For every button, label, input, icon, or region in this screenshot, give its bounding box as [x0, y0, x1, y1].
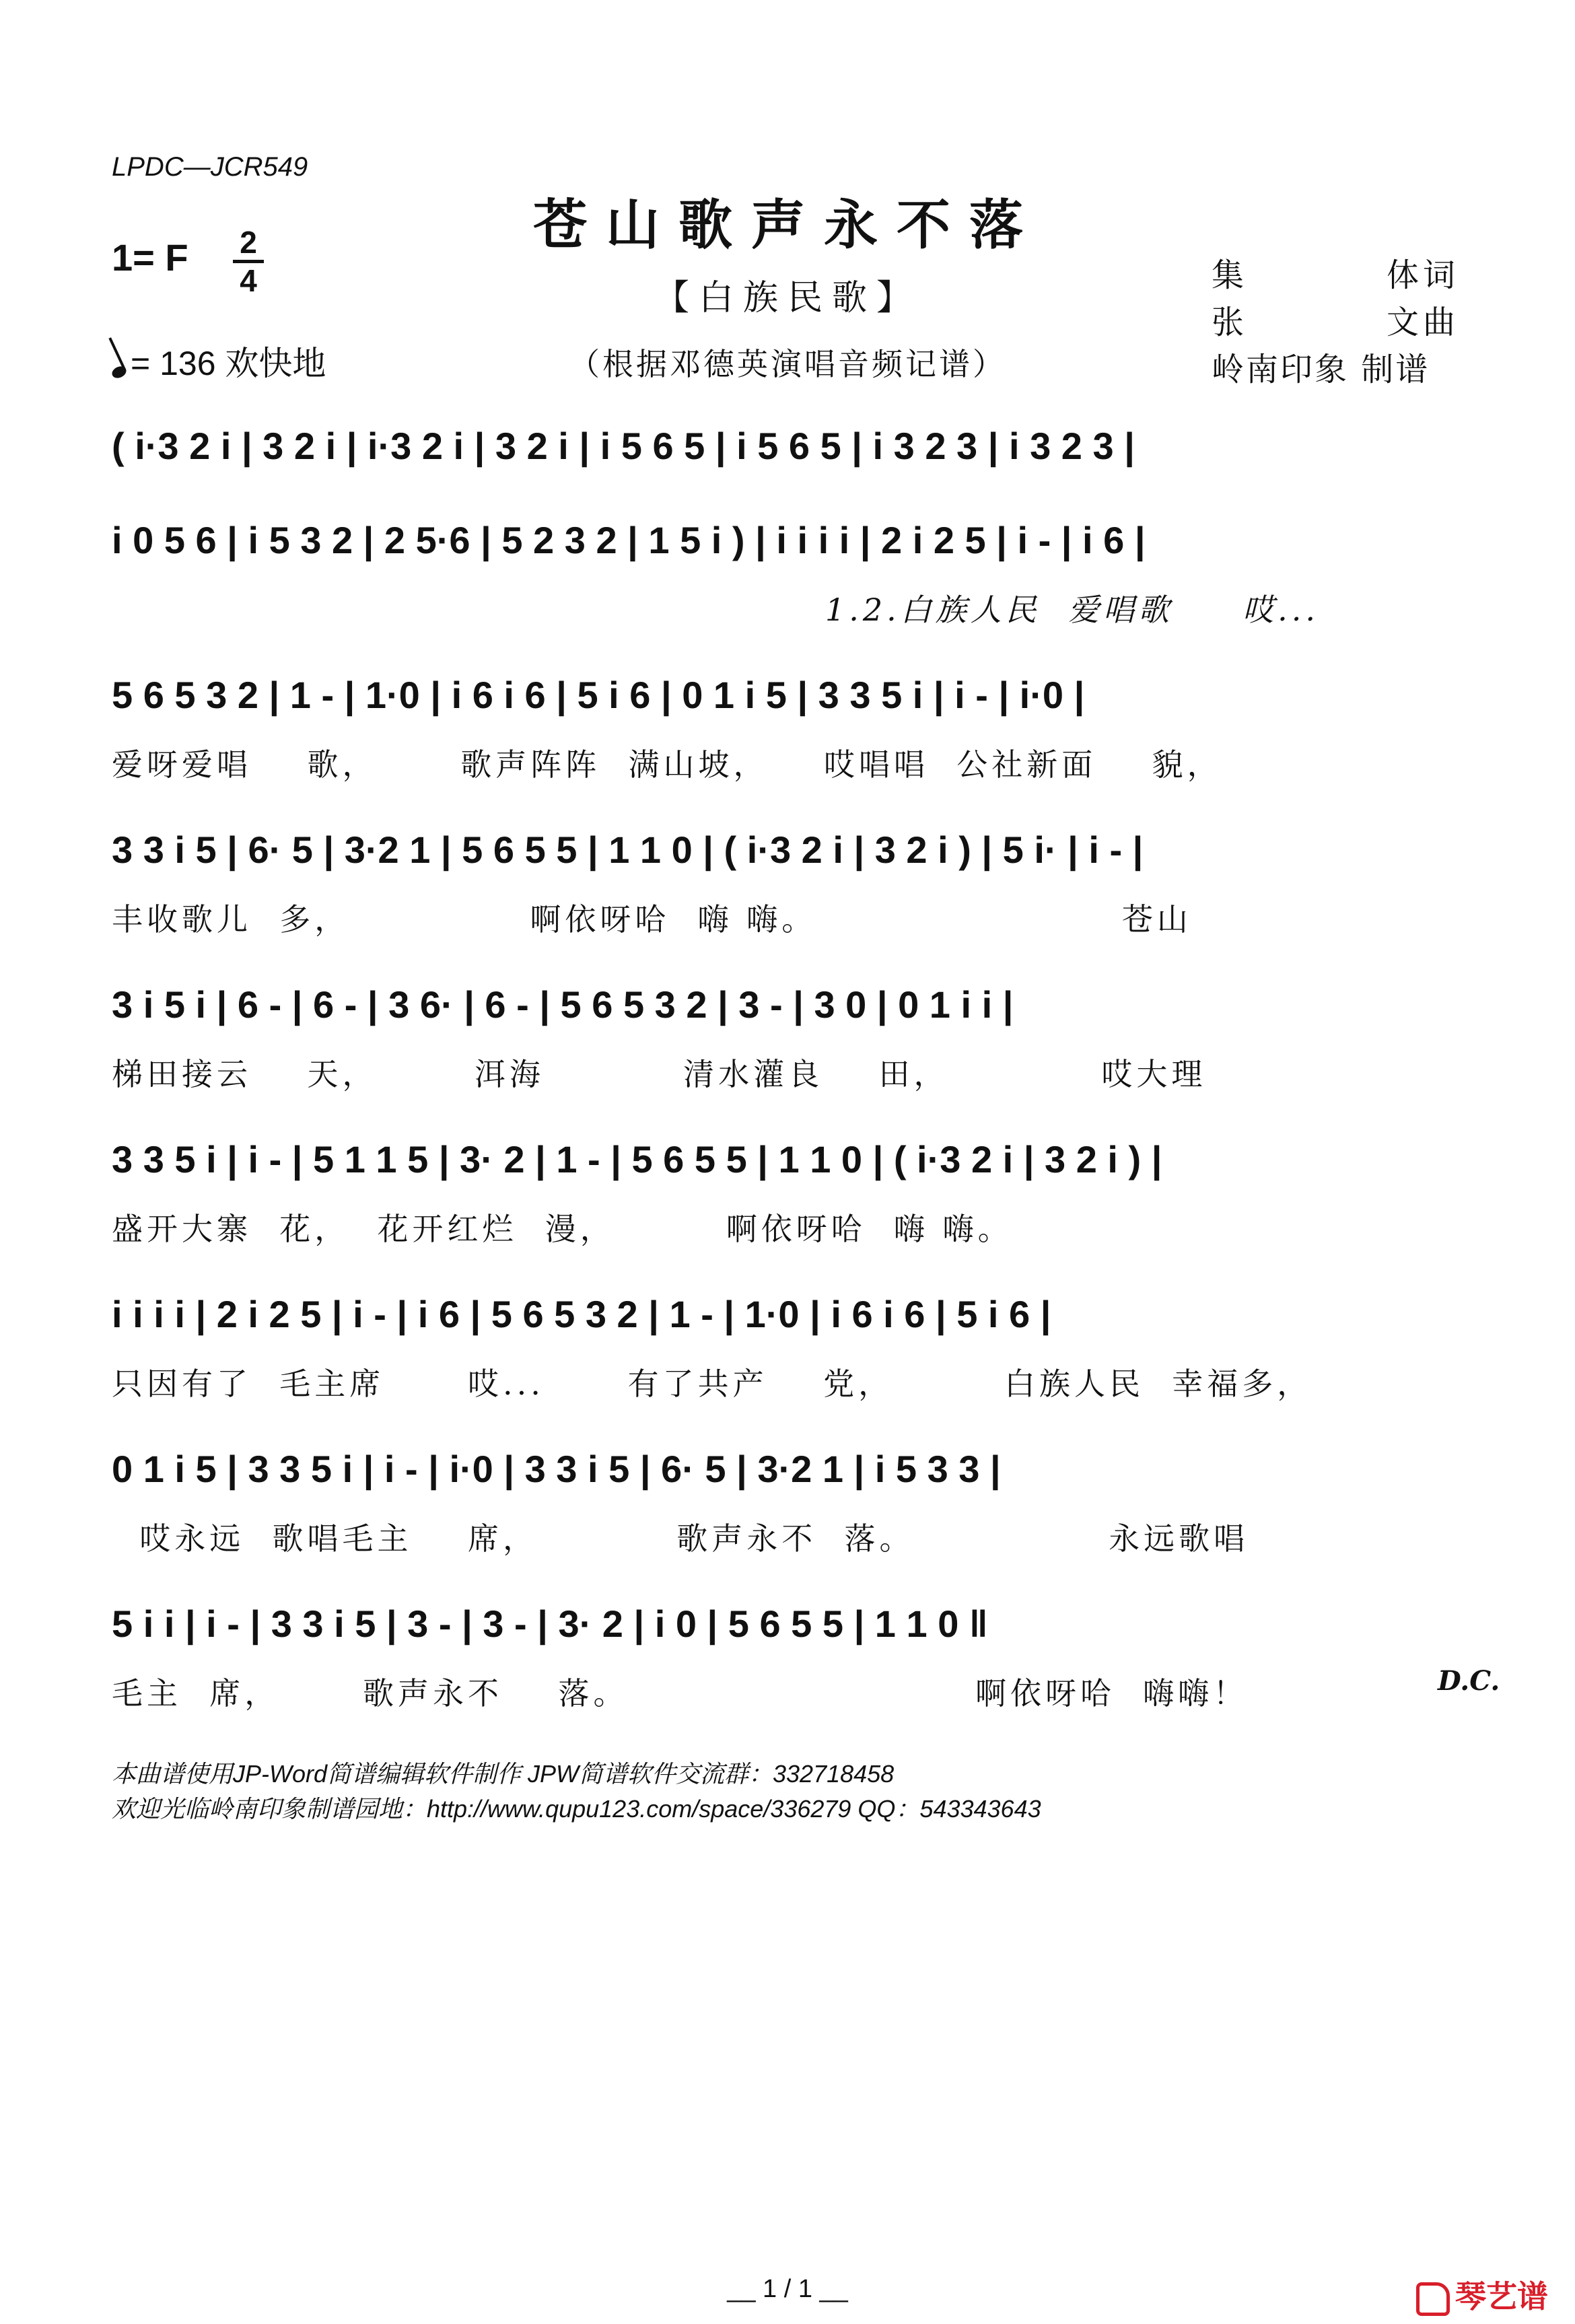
page-number: __ 1 / 1 __ [727, 2275, 848, 2303]
score-system-9 [112, 1602, 1500, 1712]
lyric-line: 1.2.白族人民 爱唱歌 哎... [825, 592, 1319, 628]
lyric-line: 毛主 席， 歌声永不 落。 啊依呀哈 嗨嗨！ [112, 1675, 1249, 1712]
notation-line: ( i·3 2 i | 3 2 i | i·3 2 i | 3 2 i | i 5 6 5 | i 5 6 5 | i 3 2 3 | i 3 2 3 | [112, 425, 1135, 467]
score-code: LPDC—JCR549 [112, 152, 308, 182]
notation-line: i i i i | 2 i 2 5 | i - | i 6 | 5 6 5 3 2 | 1 - | 1·0 | i 6 i 6 | 5 i 6 | [112, 1293, 1051, 1335]
logo-icon [1416, 2282, 1450, 2316]
time-signature [233, 226, 264, 297]
lyric-line: 梯田接云 天， 洱海 清水灌良 田， 哎大理 [112, 1056, 1207, 1092]
score-system-5 [112, 983, 1471, 1092]
credit-composer: 张 文曲 [1212, 304, 1460, 341]
footer-software-note: 本曲谱使用JP-Word简谱编辑软件制作 JPW简谱软件交流群：332718458 [112, 1760, 895, 1788]
song-title: 苍山歌声永不落 [533, 193, 1042, 256]
notation-line: 3 3 5 i | i - | 5 1 1 5 | 3· 2 | 1 - | 5 6 5 5 | 1 1 0 | ( i·3 2 i | 3 2 i ) | [112, 1138, 1162, 1181]
lyric-line: 只因有了 毛主席 哎... 有了共产 党， 白族人民 幸福多， [112, 1366, 1312, 1402]
da-capo-mark: D.C. [1438, 1665, 1500, 1697]
key-signature: 1= F [112, 236, 188, 279]
song-genre: 【白族民歌】 [654, 278, 921, 318]
tempo-marking [112, 337, 326, 385]
score-system-8 [112, 1447, 1471, 1557]
notation-line: 0 1 i 5 | 3 3 5 i | i - | i·0 | 3 3 i 5 | 6· 5 | 3·2 1 | i 5 3 3 | [112, 1448, 1001, 1490]
score-system-3 [112, 673, 1471, 783]
time-signature-top: 2 [240, 225, 257, 260]
score-system-7 [112, 1292, 1471, 1402]
score-system-6 [112, 1137, 1471, 1247]
notation-line: 3 i 5 i | 6 - | 6 - | 3 6· | 6 - | 5 6 5 3 2 | 3 - | 3 0 | 0 1 i i | [112, 983, 1014, 1026]
lyric-line: 爱呀爱唱 歌， 歌声阵阵 满山坡， 哎唱唱 公社新面 貌， [112, 746, 1222, 783]
time-signature-bottom: 4 [240, 263, 257, 298]
lyric-line: 盛开大寨 花， 花开红烂 漫， 啊依呀哈 嗨 嗨。 [112, 1211, 1013, 1247]
score-system-4 [112, 828, 1471, 938]
tempo-text: = 136 欢快地 [131, 345, 326, 382]
score-system-2 [112, 518, 1471, 628]
credit-lyricist: 集 体词 [1212, 256, 1460, 294]
lyric-line: 丰收歌儿 多， 啊依呀哈 嗨 嗨。 苍山 [112, 901, 1192, 938]
lyric-line: 哎永远 歌唱毛主 席， 歌声永不 落。 永远歌唱 [112, 1520, 1249, 1557]
notation-line: 5 6 5 3 2 | 1 - | 1·0 | i 6 i 6 | 5 i 6 | 0 1 i 5 | 3 3 5 i | i - | i·0 | [112, 674, 1085, 716]
site-logo: 琴艺谱 [1416, 2272, 1548, 2317]
notation-line: 3 3 i 5 | 6· 5 | 3·2 1 | 5 6 5 5 | 1 1 0 | ( i·3 2 i | 3 2 i ) | 5 i· | i - | [112, 829, 1144, 871]
quarter-note-icon [110, 364, 129, 380]
notation-line: i 0 5 6 | i 5 3 2 | 2 5·6 | 5 2 3 2 | 1 5 i ) | i i i i | 2 i 2 5 | i - | i 6 | [112, 519, 1146, 561]
credit-arranger: 岭南印象 制谱 [1212, 351, 1430, 388]
notation-line: 5 i i | i - | 3 3 i 5 | 3 - | 3 - | 3· 2 | i 0 | 5 6 5 5 | 1 1 0 ‖ [112, 1603, 988, 1645]
footer-website-link[interactable]: 欢迎光临岭南印象制谱园地：http://www.qupu123.com/space/336279 QQ：543343643 [112, 1795, 1041, 1823]
transcription-source: （根据邓德英演唱音频记谱） [569, 346, 1006, 382]
score-system-1 [112, 424, 1471, 485]
